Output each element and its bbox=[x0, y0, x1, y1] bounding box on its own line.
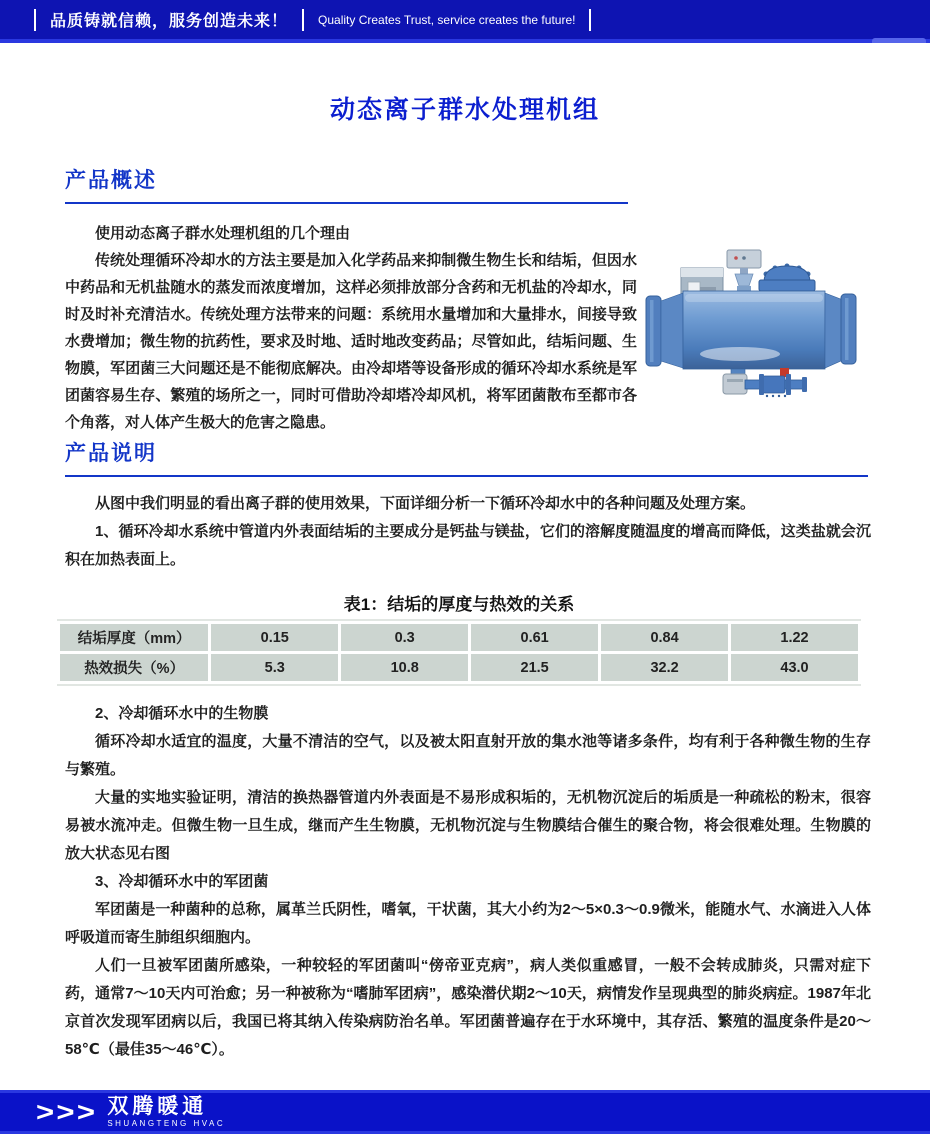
section-divider bbox=[65, 202, 628, 204]
footer-bar bbox=[0, 1090, 930, 1134]
table-cell: 21.5 bbox=[471, 654, 598, 681]
section2-p1: 循环冷却水适宜的温度，大量不清洁的空气，以及被太阳直射开放的集水池等诸多条件，均有利于各种微生物的生存与繁殖。 bbox=[65, 733, 871, 778]
table-cell: 5.3 bbox=[211, 654, 338, 681]
chevrons-icon: >>> bbox=[36, 1096, 98, 1127]
separator-bar bbox=[589, 9, 591, 31]
section3-p2: 人们一旦被军团菌所感染，一种较轻的军团菌叫“傍帝亚克病”，病人类似重感冒，一般不会转成肺炎，只需对症下药，通常7～10天内可治愈；另一种被称为“嗜肺军团病”，感染潜伏期2～10天，病情发作呈现典型的肺炎病症。1987年北京首次发现军团病以后，我国已将其纳入传染病防治名单。军团菌普遍存在于水环境中，其存活、繁殖的温度条件是20～58℃（最佳35～46℃）。 bbox=[65, 957, 871, 1058]
scale-table-section bbox=[57, 590, 861, 686]
overview-text-block bbox=[65, 220, 637, 436]
table-cell: 0.3 bbox=[341, 624, 468, 651]
overview-heading: 产品概述 bbox=[65, 169, 157, 192]
overview-body: 传统处理循环冷却水的方法主要是加入化学药品来抑制微生物生长和结垢，但因水中药品和无机盐随水的蒸发而浓度增加，这样必须排放部分含药和无机盐的冷却水，同时及时补充清洁水。传统处理方法带来的问题：系统用水量增加和大量排水，间接导致水费增加；微生物的抗药性，要求及时地、适时地改变药品；尽管如此，结垢问题、生物膜，军团菌三大问题还是不能彻底解决。由冷却塔等设备形成的循环冷却水系统是军团菌容易生存、繁殖的场所之一，同时可借助冷却塔冷却风机，将军团菌散布至都市各个角落，对人体产生极大的危害之隐患。 bbox=[65, 252, 637, 431]
description-p1: 从图中我们明显的看出离子群的使用效果，下面详细分析一下循环冷却水中的各种问题及处理方案。 bbox=[95, 495, 756, 512]
row-label: 热效损失（%） bbox=[60, 654, 208, 681]
table-row bbox=[60, 654, 858, 681]
section3-p1: 军团菌是一种菌种的总称，属革兰氏阴性，嗜氧，干状菌，其大小约为2～5×0.3～0.9微米，能随水气、水滴进入人体呼吸道而寄生肺组织细胞内。 bbox=[65, 901, 871, 946]
description-p2: 1、循环冷却水系统中管道内外表面结垢的主要成分是钙盐与镁盐，它们的溶解度随温度的增高而降低，这类盐就会沉积在加热表面上。 bbox=[65, 523, 871, 568]
brand-name-en: SHUANGTENG HVAC bbox=[107, 1119, 226, 1128]
lower-text-block bbox=[65, 700, 871, 1064]
description-text-block bbox=[65, 490, 871, 574]
table-cell: 0.84 bbox=[601, 624, 728, 651]
table-cell: 10.8 bbox=[341, 654, 468, 681]
tank-body bbox=[646, 291, 856, 369]
description-heading: 产品说明 bbox=[65, 442, 157, 465]
scale-thickness-table bbox=[57, 619, 861, 686]
overview-intro-title: 使用动态离子群水处理机组的几个理由 bbox=[95, 225, 351, 242]
banner-accent-tab bbox=[872, 38, 926, 43]
dome-port bbox=[759, 264, 815, 295]
banner-slogan-cn: 品质铸就信赖，服务创造未来！ bbox=[50, 13, 289, 30]
valve-assembly bbox=[723, 368, 807, 397]
page-title: 动态离子群水处理机组 bbox=[329, 96, 600, 124]
row-label: 结垢厚度（mm） bbox=[60, 624, 208, 651]
section3-title: 3、冷却循环水中的军团菌 bbox=[95, 873, 269, 890]
footer-logo bbox=[0, 1093, 930, 1131]
separator-bar bbox=[302, 9, 304, 31]
section2-title: 2、冷却循环水中的生物膜 bbox=[95, 705, 269, 722]
brand-block bbox=[107, 1096, 225, 1128]
table-title: 表1：结垢的厚度与热效的关系 bbox=[343, 595, 575, 614]
table-cell: 1.22 bbox=[731, 624, 858, 651]
section-divider bbox=[65, 475, 868, 477]
separator-bar bbox=[34, 9, 36, 31]
table-cell: 0.61 bbox=[471, 624, 598, 651]
product-photo bbox=[645, 246, 863, 406]
section2-p2: 大量的实地实验证明，清洁的换热器管道内外表面是不易形成积垢的，无机物沉淀后的垢质是一种疏松的粉末，很容易被水流冲走。但微生物一旦生成，继而产生生物膜，无机物沉淀与生物膜结合催生的聚合物，将会很难处理。生物膜的放大状态见右图 bbox=[65, 789, 871, 862]
instrument-meter bbox=[727, 250, 761, 291]
brand-name-cn: 双腾暖通 bbox=[107, 1095, 208, 1118]
top-banner bbox=[0, 0, 930, 43]
table-cell: 32.2 bbox=[601, 654, 728, 681]
table-cell: 43.0 bbox=[731, 654, 858, 681]
table-row bbox=[60, 624, 858, 651]
banner-slogan-en: Quality Creates Trust, service creates the future! bbox=[318, 12, 576, 27]
table-cell: 0.15 bbox=[211, 624, 338, 651]
